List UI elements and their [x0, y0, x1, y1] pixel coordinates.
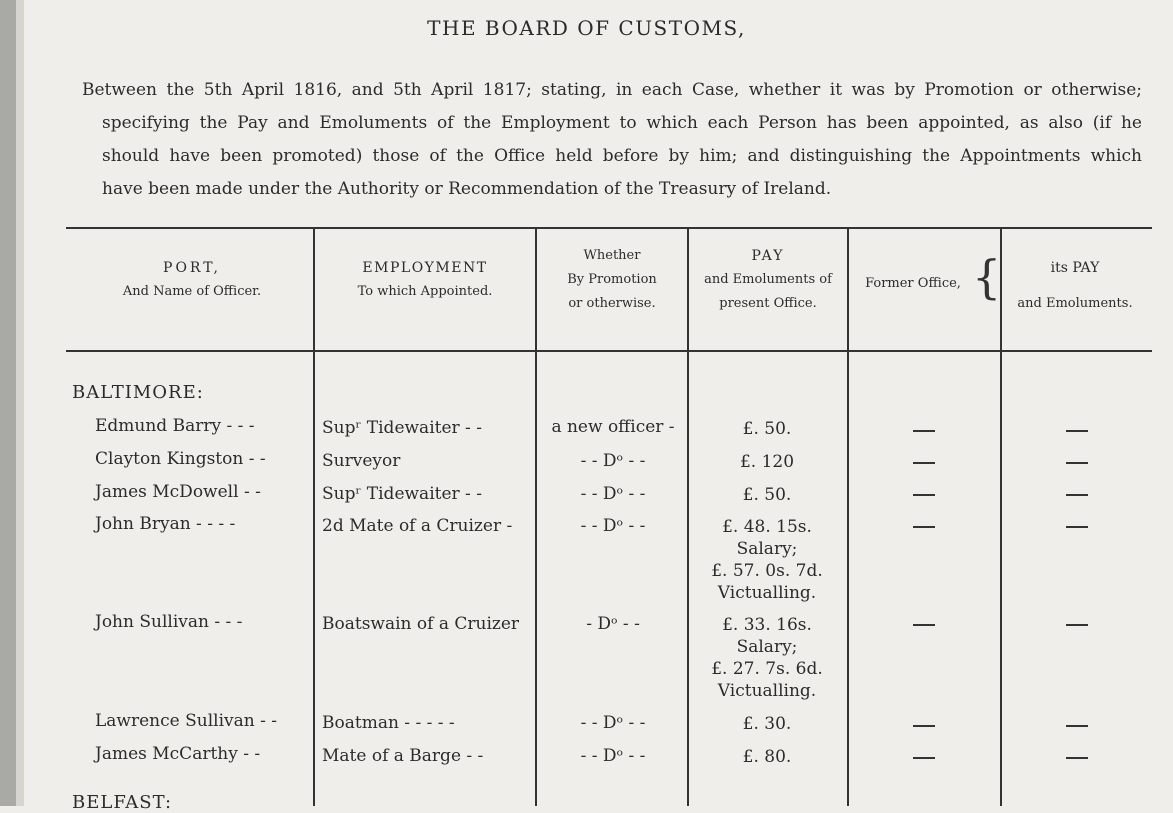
- officer-name: James McCarthy - -: [95, 744, 261, 764]
- promotion-cell: - - Dᵒ - -: [580, 451, 646, 471]
- officer-name: John Sullivan - - -: [95, 612, 243, 632]
- port-header-title: PORT,: [163, 260, 221, 276]
- promotion-header-a: Whether: [583, 248, 641, 263]
- employment-header-title: EMPLOYMENT: [362, 260, 488, 276]
- promotion-header-c: or otherwise.: [568, 296, 656, 311]
- pay-line: £. 30.: [742, 714, 792, 734]
- officer-name: John Bryan - - - -: [95, 514, 236, 534]
- employment-cell: Supʳ Tidewaiter - -: [322, 484, 482, 504]
- intro-line-2: specifying the Pay and Emoluments of the Employment to which each Person has been appointed, as also (if he: [102, 113, 1142, 133]
- its-pay-dash: [1066, 430, 1088, 432]
- pay-header-b: and Emoluments of: [704, 272, 832, 287]
- section-heading: BELFAST:: [72, 792, 173, 813]
- pay-cell: [692, 516, 842, 604]
- employment-cell: Boatman - - - - -: [322, 713, 455, 733]
- former-office-dash: [913, 462, 935, 464]
- employment-cell: Supʳ Tidewaiter - -: [322, 418, 482, 438]
- former-office-dash: [913, 757, 935, 759]
- officer-name: Lawrence Sullivan - -: [95, 711, 277, 731]
- officer-name: Edmund Barry - - -: [95, 416, 255, 436]
- employment-header: [314, 256, 536, 304]
- pay-line: Salary;: [736, 637, 798, 657]
- pay-header-c: present Office.: [719, 296, 817, 311]
- its-pay-header-a: its PAY: [1050, 260, 1100, 276]
- page-title: THE BOARD OF CUSTOMS,: [427, 16, 746, 40]
- pay-line: Victualling.: [717, 583, 817, 603]
- brace-glyph: {: [972, 250, 1002, 304]
- former-office-dash: [913, 494, 935, 496]
- employment-cell: 2d Mate of a Cruizer -: [322, 516, 513, 536]
- pay-line: £. 50.: [742, 485, 792, 505]
- pay-cell: [692, 451, 842, 473]
- promotion-cell: - - Dᵒ - -: [580, 484, 646, 504]
- section-heading: BALTIMORE:: [72, 382, 204, 403]
- page-gutter: [0, 0, 16, 806]
- promotion-cell: a new officer -: [551, 417, 675, 437]
- promotion-cell: - Dᵒ - -: [586, 614, 640, 634]
- former-office-dash: [913, 725, 935, 727]
- pay-header: [688, 244, 848, 316]
- promotion-header-b: By Promotion: [567, 272, 657, 287]
- pay-line: Victualling.: [717, 681, 817, 701]
- pay-line: £. 27. 7s. 6d.: [711, 659, 823, 679]
- port-header: [68, 256, 316, 304]
- pay-line: £. 33. 16s.: [722, 615, 812, 635]
- pay-line: £. 120: [739, 452, 795, 472]
- intro-line-4: have been made under the Authority or Recommendation of the Treasury of Ireland.: [102, 179, 832, 199]
- header-bottom-rule: [66, 350, 1152, 352]
- pay-header-title: PAY: [751, 248, 785, 264]
- pay-line: £. 50.: [742, 419, 792, 439]
- its-pay-dash: [1066, 757, 1088, 759]
- former-office-dash: [913, 430, 935, 432]
- intro-line-1: Between the 5th April 1816, and 5th April 1817; stating, in each Case, whether it was by Promotion or otherwise;: [82, 80, 1142, 100]
- promotion-header: [536, 244, 688, 316]
- promotion-cell: - - Dᵒ - -: [580, 516, 646, 536]
- officer-name: James McDowell - -: [95, 482, 261, 502]
- pay-cell: [692, 418, 842, 440]
- pay-cell: [692, 713, 842, 735]
- employment-cell: Mate of a Barge - -: [322, 746, 484, 766]
- officer-name: Clayton Kingston - -: [95, 449, 266, 469]
- pay-line: £. 48. 15s.: [722, 517, 812, 537]
- its-pay-dash: [1066, 494, 1088, 496]
- its-pay-dash: [1066, 526, 1088, 528]
- former-office-dash: [913, 624, 935, 626]
- pay-cell: [692, 484, 842, 506]
- promotion-cell: - - Dᵒ - -: [580, 746, 646, 766]
- page-gutter-shadow: [16, 0, 24, 806]
- intro-line-3: should have been promoted) those of the Office held before by him; and distinguishing the Appointments which: [102, 146, 1142, 166]
- port-header-sub: And Name of Officer.: [122, 284, 262, 299]
- employment-header-sub: To which Appointed.: [357, 284, 493, 299]
- former-office-dash: [913, 526, 935, 528]
- its-pay-dash: [1066, 462, 1088, 464]
- employment-cell: Boatswain of a Cruizer: [322, 614, 520, 634]
- pay-cell: [692, 614, 842, 702]
- intro-paragraph: [82, 74, 1142, 206]
- promotion-cell: - - Dᵒ - -: [580, 713, 646, 733]
- pay-cell: [692, 746, 842, 768]
- its-pay-dash: [1066, 624, 1088, 626]
- its-pay-header-b: and Emoluments.: [1017, 296, 1133, 311]
- employment-cell: Surveyor: [322, 451, 401, 471]
- pay-line: Salary;: [736, 539, 798, 559]
- its-pay-dash: [1066, 725, 1088, 727]
- pay-line: £. 57. 0s. 7d.: [711, 561, 823, 581]
- former-office-header: Former Office,: [865, 276, 961, 291]
- its-pay-header: [1000, 256, 1150, 316]
- pay-line: £. 80.: [742, 747, 792, 767]
- table-top-rule: [66, 227, 1152, 229]
